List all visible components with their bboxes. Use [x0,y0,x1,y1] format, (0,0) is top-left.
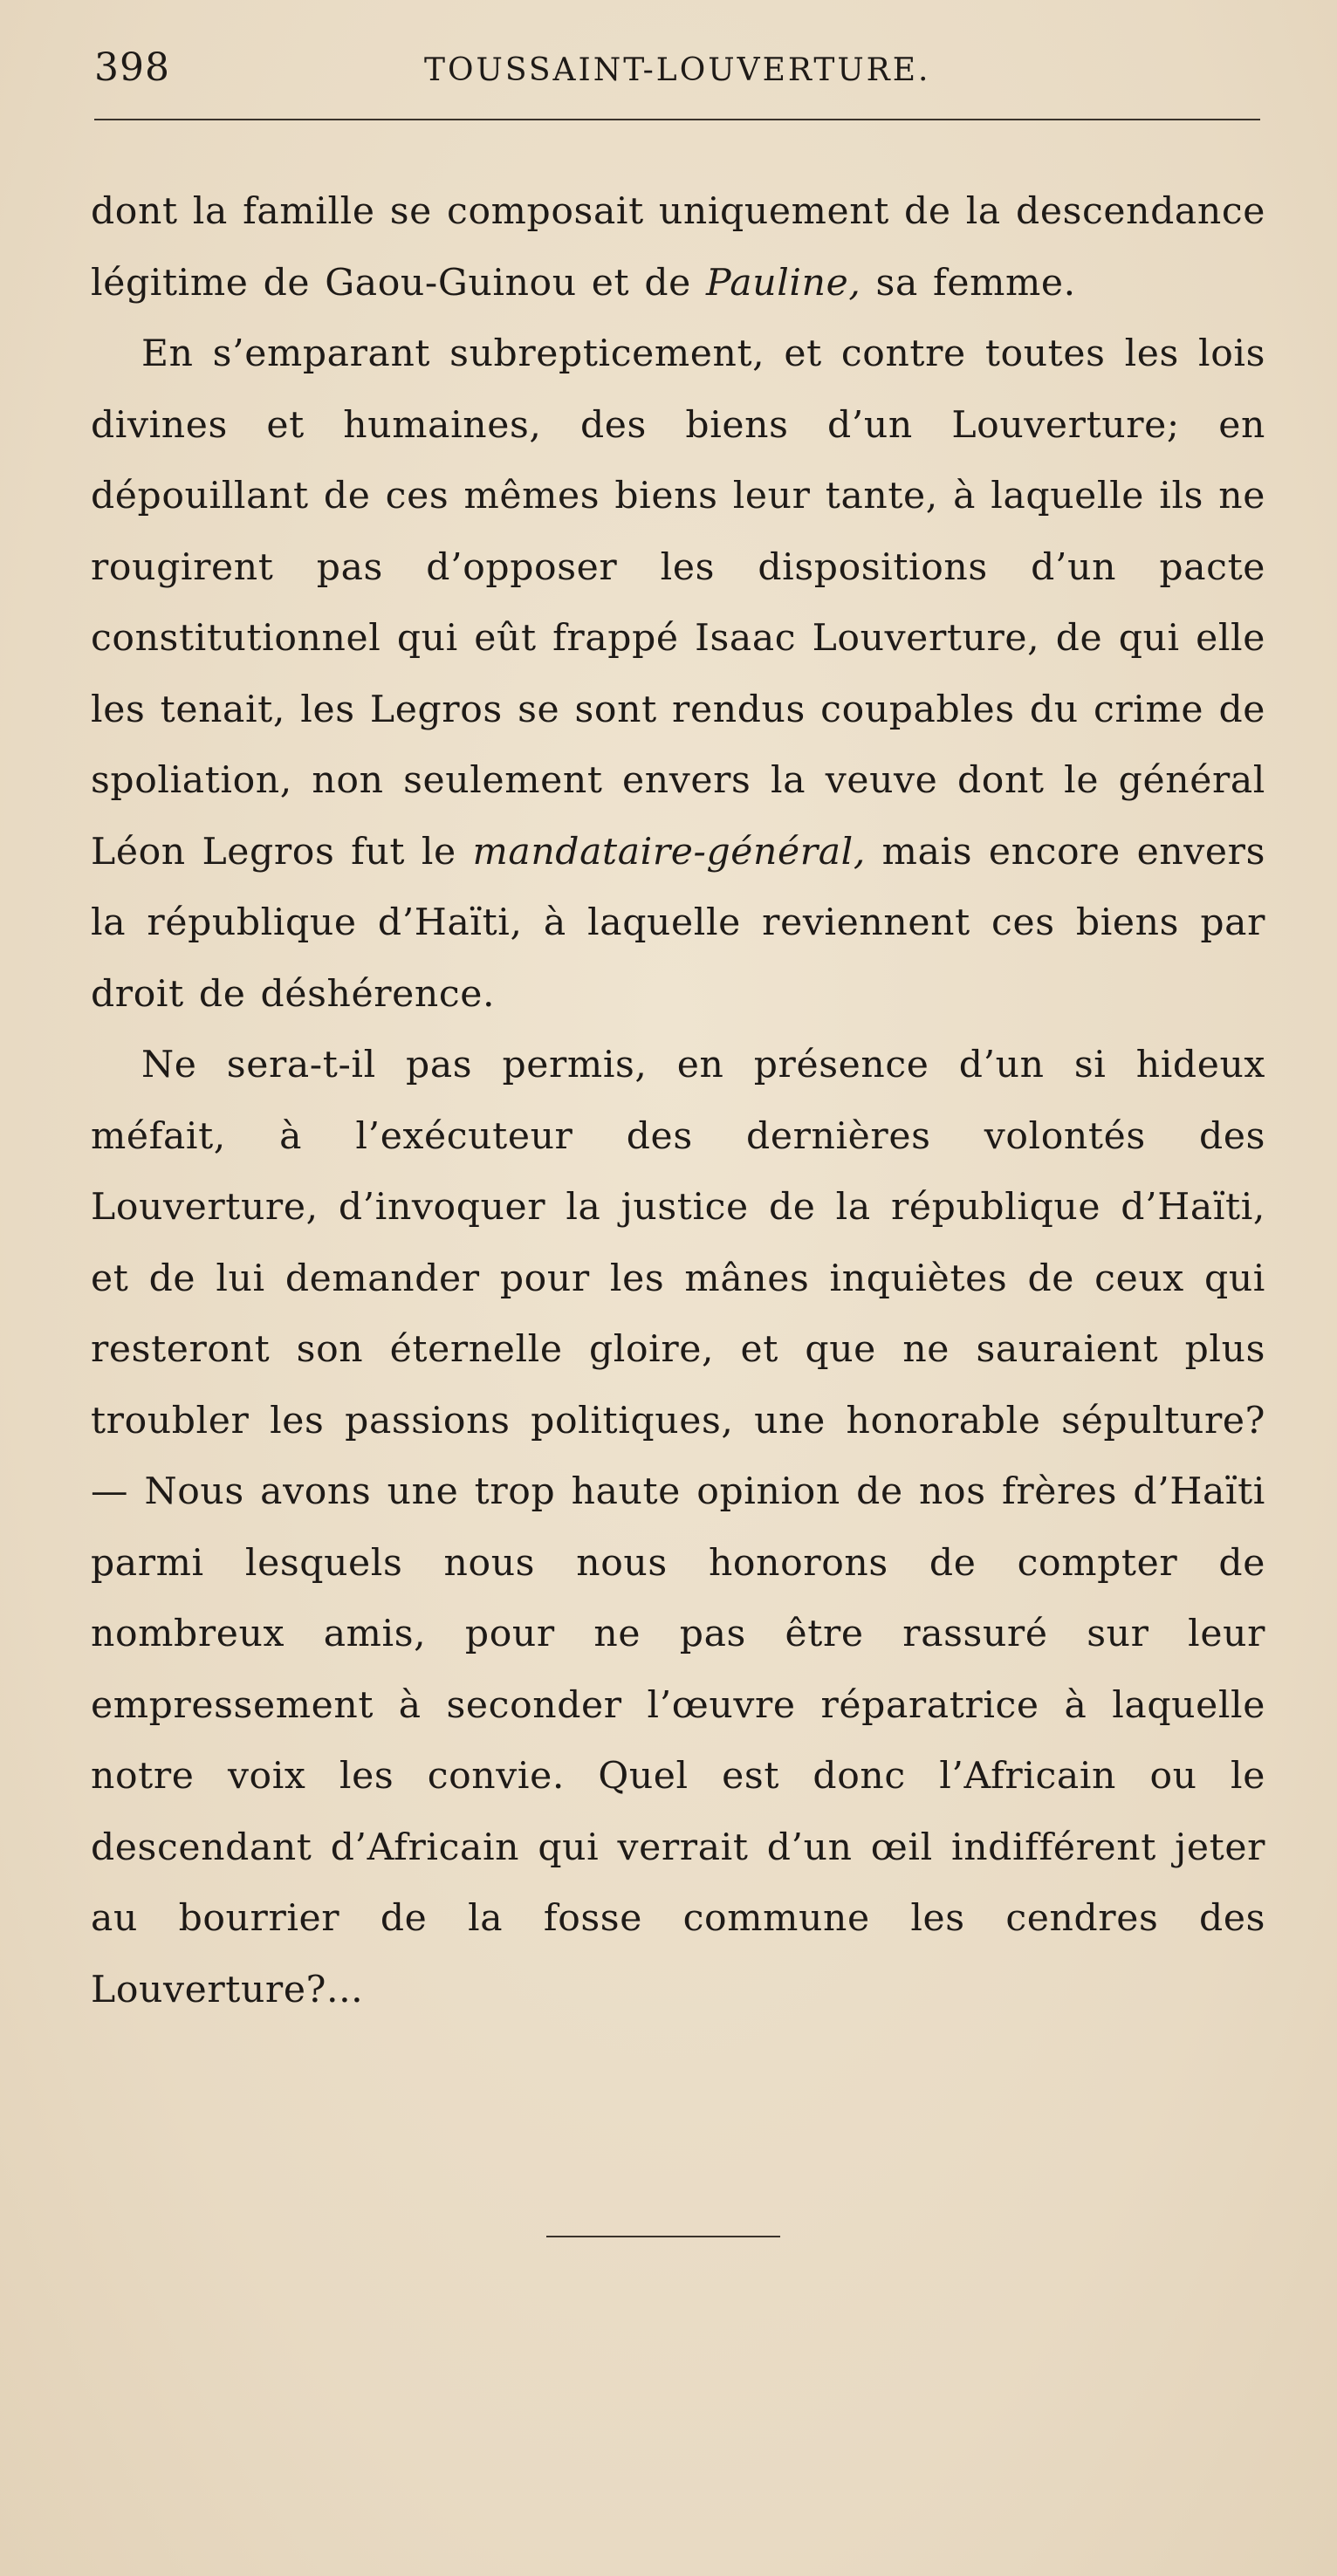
paragraph-2-text: En s’emparant subrepticement, et contre toutes les lois divines et humaines, des biens d’un Louverture; en dépouillant de ces mêmes biens leur tante, à laquelle ils ne rougirent pas d’opposer les dispositions d’un pacte constitutionnel qui eût frappé Isaac Louverture, de qui elle les tenait, les Legros se sont rendus coupables du crime de spoliation, non seulement envers la veuve dont le général Léon Legros fut le [91,332,1265,874]
paragraph-1 [91,176,1265,319]
page-header [94,45,1255,98]
end-rule [546,2236,780,2237]
running-title: TOUSSAINT-LOUVERTURE. [424,52,931,88]
paragraph-2-italic-term: mandataire-général, [472,830,866,874]
page-number: 398 [94,45,170,90]
paragraph-1-italic-name: Pauline, [706,261,861,305]
paragraph-2 [91,319,1265,1030]
paragraph-3-text: Ne sera-t-il pas permis, en présence d’un si hideux méfait, à l’exécuteur des dernières volontés des Louverture, d’invoquer la justice de la république d’Haïti, et de lui demander pour les mânes inquiètes de ceux qui resteront son éternelle gloire, et que ne sauraient plus troubler les passions politiques, une honorable sépulture? — Nous avons une trop haute opinion de nos frères d’Haïti parmi lesquels nous nous honorons de compter de nombreux amis, pour ne pas être rassuré sur leur empressement à seconder l’œuvre réparatrice à laquelle notre voix les convie. Quel est donc l’Africain ou le descendant d’Africain qui verrait d’un œil indifférent jeter au bourrier de la fosse commune les cendres des Louverture?... [91,1044,1265,2011]
header-rule [94,119,1260,120]
body-text [91,176,1265,2025]
paragraph-1-text-end: sa femme. [860,261,1076,305]
paragraph-2-text-end: mais encore envers la république d’Haïti, à laquelle reviennent ces biens par droit de déshérence. [91,830,1265,1016]
paragraph-1-text: dont la famille se composait uniquement de la descendance légitime de Gaou-Guinou et de [91,190,1265,305]
paragraph-3 [91,1030,1265,2025]
